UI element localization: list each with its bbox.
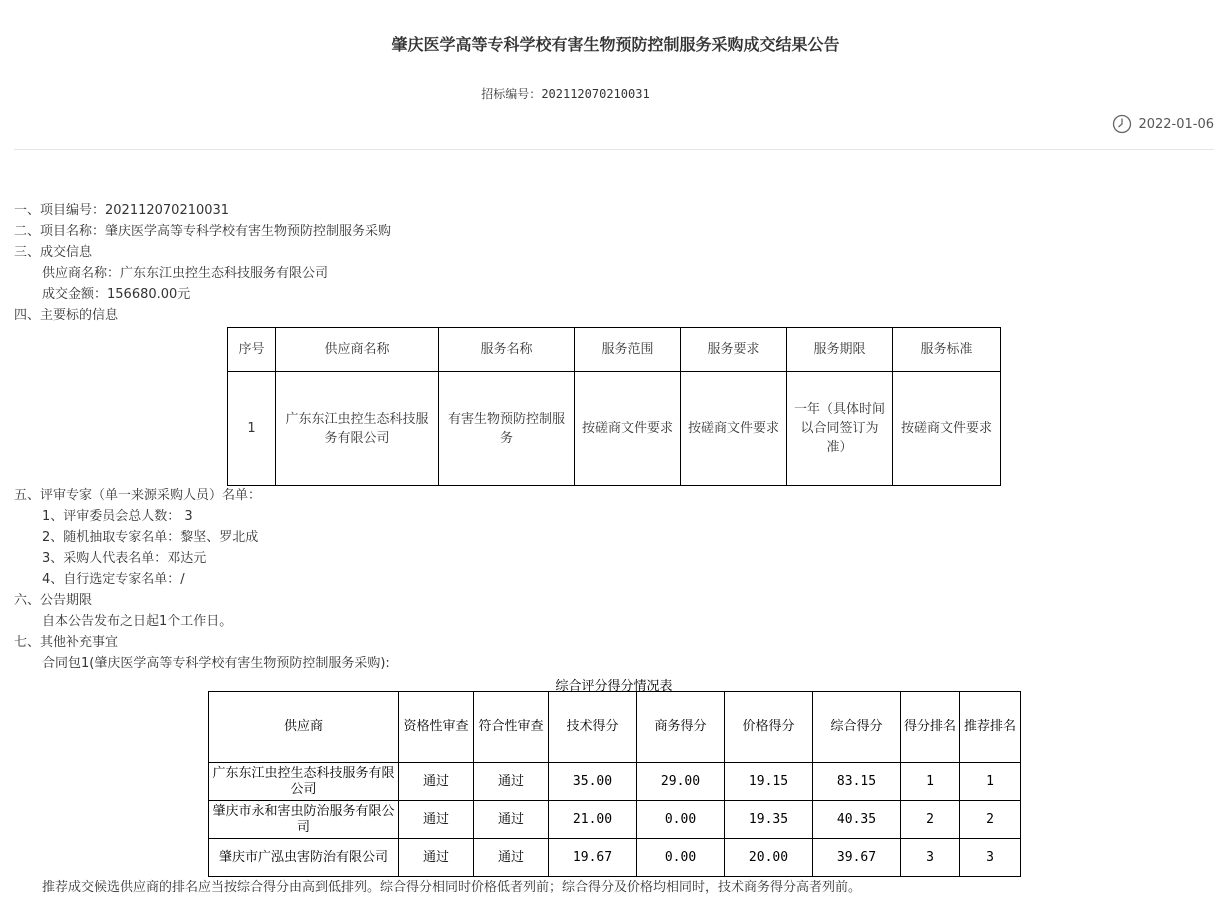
table-header: 推荐排名 bbox=[960, 692, 1021, 763]
table-cell: 通过 bbox=[474, 801, 549, 839]
random-experts: 2、随机抽取专家名单：黎坚、罗北成 bbox=[42, 530, 259, 545]
deal-info-heading: 三、成交信息 bbox=[14, 245, 93, 260]
subject-table bbox=[227, 327, 1001, 486]
notice-period-heading: 六、公告期限 bbox=[14, 593, 93, 608]
table-cell: 35.00 bbox=[549, 763, 637, 801]
table-cell: 2 bbox=[901, 801, 960, 839]
bid-number-value: 202112070210031 bbox=[541, 87, 650, 101]
deal-amount: 成交金额：156680.00元 bbox=[42, 287, 191, 302]
table-header: 资格性审查 bbox=[399, 692, 474, 763]
table-cell: 0.00 bbox=[637, 801, 725, 839]
table-cell: 有害生物预防控制服务 bbox=[439, 372, 575, 486]
table-cell: 一年（具体时间以合同签订为准） bbox=[787, 372, 893, 486]
table-header: 商务得分 bbox=[637, 692, 725, 763]
project-name: 二、项目名称：肇庆医学高等专科学校有害生物预防控制服务采购 bbox=[14, 224, 392, 239]
table-header: 服务期限 bbox=[787, 328, 893, 372]
table-cell: 肇庆市永和害虫防治服务有限公司 bbox=[209, 801, 399, 839]
ranking-footnote: 推荐成交候选供应商的排名应当按综合得分由高到低排列。综合得分相同时价格低者列前；综合得分及价格均相同时，技术商务得分高者列前。 bbox=[42, 880, 862, 895]
notice-period: 自本公告发布之日起1个工作日。 bbox=[42, 614, 233, 629]
table-header: 价格得分 bbox=[725, 692, 813, 763]
table-cell: 通过 bbox=[399, 839, 474, 877]
bid-number bbox=[0, 85, 1131, 102]
table-cell: 通过 bbox=[474, 839, 549, 877]
table-cell: 通过 bbox=[399, 763, 474, 801]
committee-count: 1、评审委员会总人数： 3 bbox=[42, 509, 193, 524]
table-header: 综合得分 bbox=[813, 692, 901, 763]
contract-package: 合同包1(肇庆医学高等专科学校有害生物预防控制服务采购): bbox=[42, 656, 390, 671]
table-header: 序号 bbox=[228, 328, 276, 372]
table-row bbox=[209, 801, 1021, 839]
table-header: 服务要求 bbox=[681, 328, 787, 372]
table-cell: 3 bbox=[901, 839, 960, 877]
table-cell: 通过 bbox=[474, 763, 549, 801]
purchaser-rep: 3、采购人代表名单：邓达元 bbox=[42, 551, 207, 566]
divider bbox=[14, 149, 1214, 150]
table-cell: 83.15 bbox=[813, 763, 901, 801]
table-cell: 按磋商文件要求 bbox=[893, 372, 1001, 486]
page-title: 肇庆医学高等专科学校有害生物预防控制服务采购成交结果公告 bbox=[391, 35, 840, 54]
clock-icon bbox=[1112, 114, 1132, 134]
table-header: 服务标准 bbox=[893, 328, 1001, 372]
table-cell: 3 bbox=[960, 839, 1021, 877]
score-table bbox=[208, 691, 1021, 877]
bid-number-label: 招标编号： bbox=[481, 87, 542, 101]
table-cell: 2 bbox=[960, 801, 1021, 839]
table-cell: 19.35 bbox=[725, 801, 813, 839]
table-cell: 21.00 bbox=[549, 801, 637, 839]
table-cell: 1 bbox=[901, 763, 960, 801]
table-header: 服务名称 bbox=[439, 328, 575, 372]
table-cell: 按磋商文件要求 bbox=[575, 372, 681, 486]
table-cell: 40.35 bbox=[813, 801, 901, 839]
table-header: 符合性审查 bbox=[474, 692, 549, 763]
table-cell: 按磋商文件要求 bbox=[681, 372, 787, 486]
table-row bbox=[209, 839, 1021, 877]
table-header: 供应商 bbox=[209, 692, 399, 763]
project-number: 一、项目编号：202112070210031 bbox=[14, 203, 230, 218]
table-header: 得分排名 bbox=[901, 692, 960, 763]
table-cell: 通过 bbox=[399, 801, 474, 839]
subject-heading: 四、主要标的信息 bbox=[14, 308, 119, 323]
table-cell: 39.67 bbox=[813, 839, 901, 877]
table-cell: 19.67 bbox=[549, 839, 637, 877]
supplement-heading: 七、其他补充事宜 bbox=[14, 635, 119, 650]
table-cell: 20.00 bbox=[725, 839, 813, 877]
table-cell: 肇庆市广泓虫害防治有限公司 bbox=[209, 839, 399, 877]
table-row bbox=[209, 763, 1021, 801]
table-cell: 广东东江虫控生态科技服务有限公司 bbox=[209, 763, 399, 801]
table-header: 供应商名称 bbox=[276, 328, 439, 372]
publish-date-text: 2022-01-06 bbox=[1138, 116, 1214, 132]
table-cell: 29.00 bbox=[637, 763, 725, 801]
table-cell: 广东东江虫控生态科技服务有限公司 bbox=[276, 372, 439, 486]
supplier-name: 供应商名称：广东东江虫控生态科技服务有限公司 bbox=[42, 266, 329, 281]
table-cell: 1 bbox=[228, 372, 276, 486]
table-row bbox=[228, 372, 1001, 486]
table-header: 服务范围 bbox=[575, 328, 681, 372]
publish-date bbox=[1112, 114, 1214, 134]
table-header: 技术得分 bbox=[549, 692, 637, 763]
table-cell: 19.15 bbox=[725, 763, 813, 801]
score-table-caption: 综合评分得分情况表 bbox=[555, 679, 673, 694]
table-cell: 1 bbox=[960, 763, 1021, 801]
selected-experts: 4、自行选定专家名单：/ bbox=[42, 572, 185, 587]
table-cell: 0.00 bbox=[637, 839, 725, 877]
experts-heading: 五、评审专家（单一来源采购人员）名单： bbox=[14, 488, 262, 503]
